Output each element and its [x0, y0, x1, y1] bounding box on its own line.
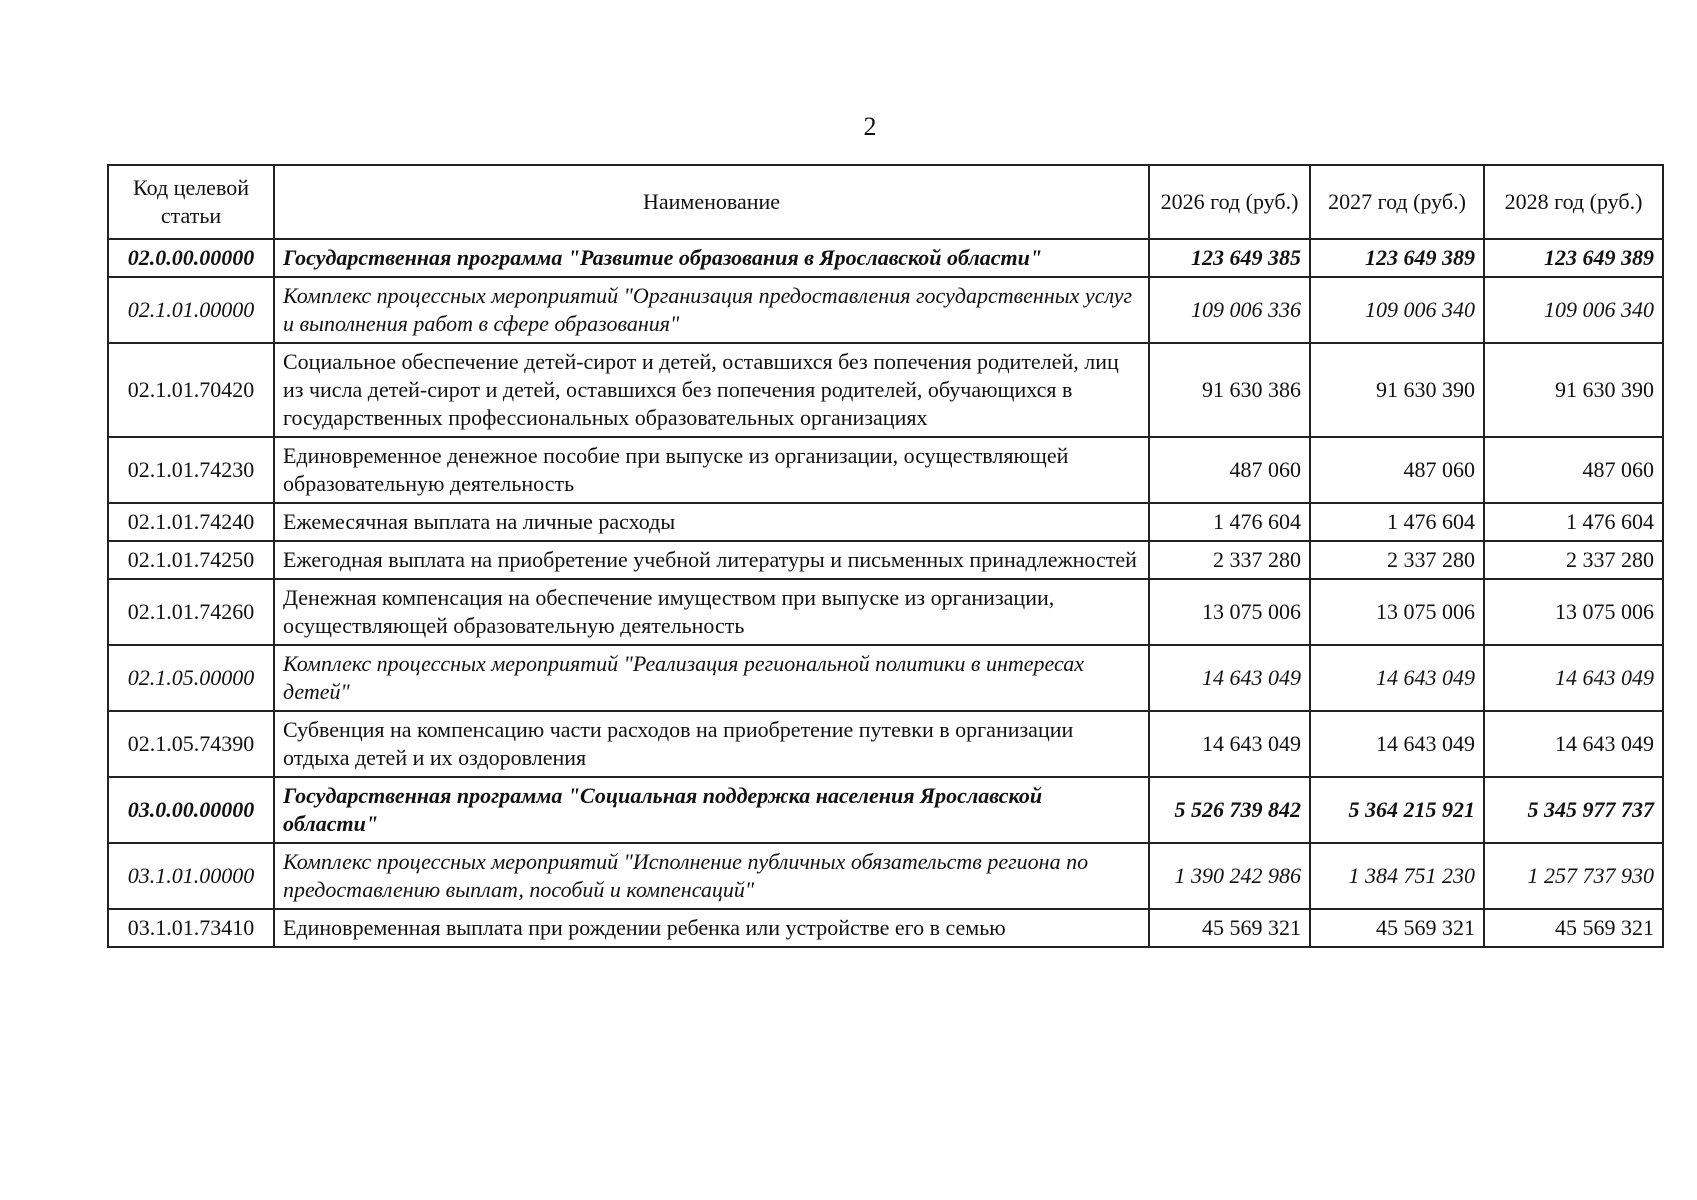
row-2027: 109 006 340 [1310, 277, 1484, 343]
row-code: 02.1.05.00000 [108, 645, 274, 711]
page-number: 2 [863, 112, 877, 141]
table-row [108, 503, 1663, 541]
table-row [108, 711, 1663, 777]
row-2028: 109 006 340 [1484, 277, 1663, 343]
header-2028: 2028 год (руб.) [1484, 165, 1663, 239]
row-name: Ежемесячная выплата на личные расходы [274, 503, 1149, 541]
row-2026: 13 075 006 [1149, 579, 1310, 645]
row-2028: 123 649 389 [1484, 239, 1663, 277]
row-2028: 1 257 737 930 [1484, 843, 1663, 909]
row-2026: 487 060 [1149, 437, 1310, 503]
header-name: Наименование [274, 165, 1149, 239]
row-2026: 5 526 739 842 [1149, 777, 1310, 843]
row-2026: 14 643 049 [1149, 711, 1310, 777]
row-2028: 2 337 280 [1484, 541, 1663, 579]
row-name: Государственная программа "Социальная поддержка населения Ярославской области" [274, 777, 1149, 843]
row-name: Государственная программа "Развитие образования в Ярославской области" [274, 239, 1149, 277]
table-row [108, 645, 1663, 711]
row-code: 02.1.05.74390 [108, 711, 274, 777]
row-2027: 1 476 604 [1310, 503, 1484, 541]
row-2028: 45 569 321 [1484, 909, 1663, 947]
row-code: 02.1.01.74260 [108, 579, 274, 645]
row-name: Единовременное денежное пособие при выпуске из организации, осуществляющей образовательную деятельность [274, 437, 1149, 503]
row-2028: 14 643 049 [1484, 645, 1663, 711]
row-name: Социальное обеспечение детей-сирот и детей, оставшихся без попечения родителей, лиц из числа детей-сирот и детей, оставшихся без попечения родителей, обучающихся в государственных профессиональных образовательных организациях [274, 343, 1149, 437]
row-code: 02.1.01.00000 [108, 277, 274, 343]
row-2027: 14 643 049 [1310, 711, 1484, 777]
table-row [108, 843, 1663, 909]
table-row [108, 579, 1663, 645]
table-row [108, 541, 1663, 579]
row-2027: 123 649 389 [1310, 239, 1484, 277]
row-2027: 487 060 [1310, 437, 1484, 503]
row-2028: 91 630 390 [1484, 343, 1663, 437]
table-row [108, 909, 1663, 947]
table-row [108, 437, 1663, 503]
row-name: Субвенция на компенсацию части расходов на приобретение путевки в организации отдыха детей и их оздоровления [274, 711, 1149, 777]
row-name: Ежегодная выплата на приобретение учебной литературы и письменных принадлежностей [274, 541, 1149, 579]
row-2027: 91 630 390 [1310, 343, 1484, 437]
row-2027: 2 337 280 [1310, 541, 1484, 579]
row-code: 02.1.01.74230 [108, 437, 274, 503]
row-2027: 1 384 751 230 [1310, 843, 1484, 909]
header-2026: 2026 год (руб.) [1149, 165, 1310, 239]
table-header-row [108, 165, 1663, 239]
header-code: Код целевой статьи [108, 165, 274, 239]
row-code: 03.1.01.73410 [108, 909, 274, 947]
table-row [108, 277, 1663, 343]
row-2026: 123 649 385 [1149, 239, 1310, 277]
row-code: 02.0.00.00000 [108, 239, 274, 277]
row-2028: 1 476 604 [1484, 503, 1663, 541]
row-2027: 45 569 321 [1310, 909, 1484, 947]
row-2026: 45 569 321 [1149, 909, 1310, 947]
row-2026: 109 006 336 [1149, 277, 1310, 343]
row-2026: 2 337 280 [1149, 541, 1310, 579]
row-code: 03.0.00.00000 [108, 777, 274, 843]
row-2026: 1 476 604 [1149, 503, 1310, 541]
row-2028: 13 075 006 [1484, 579, 1663, 645]
row-code: 02.1.01.74250 [108, 541, 274, 579]
table-body [108, 239, 1663, 947]
table-row [108, 777, 1663, 843]
row-2026: 1 390 242 986 [1149, 843, 1310, 909]
row-2026: 91 630 386 [1149, 343, 1310, 437]
budget-table [107, 164, 1664, 948]
row-2028: 14 643 049 [1484, 711, 1663, 777]
row-2026: 14 643 049 [1149, 645, 1310, 711]
row-2028: 487 060 [1484, 437, 1663, 503]
table-row [108, 239, 1663, 277]
row-name: Единовременная выплата при рождении ребенка или устройстве его в семью [274, 909, 1149, 947]
row-2028: 5 345 977 737 [1484, 777, 1663, 843]
row-name: Комплекс процессных мероприятий "Организация предоставления государственных услуг и выполнения работ в сфере образования" [274, 277, 1149, 343]
header-2027: 2027 год (руб.) [1310, 165, 1484, 239]
row-2027: 5 364 215 921 [1310, 777, 1484, 843]
row-name: Денежная компенсация на обеспечение имуществом при выпуске из организации, осуществляющей образовательную деятельность [274, 579, 1149, 645]
row-name: Комплекс процессных мероприятий "Реализация региональной политики в интересах детей" [274, 645, 1149, 711]
row-2027: 13 075 006 [1310, 579, 1484, 645]
table-row [108, 343, 1663, 437]
row-code: 02.1.01.74240 [108, 503, 274, 541]
row-2027: 14 643 049 [1310, 645, 1484, 711]
row-name: Комплекс процессных мероприятий "Исполнение публичных обязательств региона по предоставлению выплат, пособий и компенсаций" [274, 843, 1149, 909]
row-code: 03.1.01.00000 [108, 843, 274, 909]
row-code: 02.1.01.70420 [108, 343, 274, 437]
